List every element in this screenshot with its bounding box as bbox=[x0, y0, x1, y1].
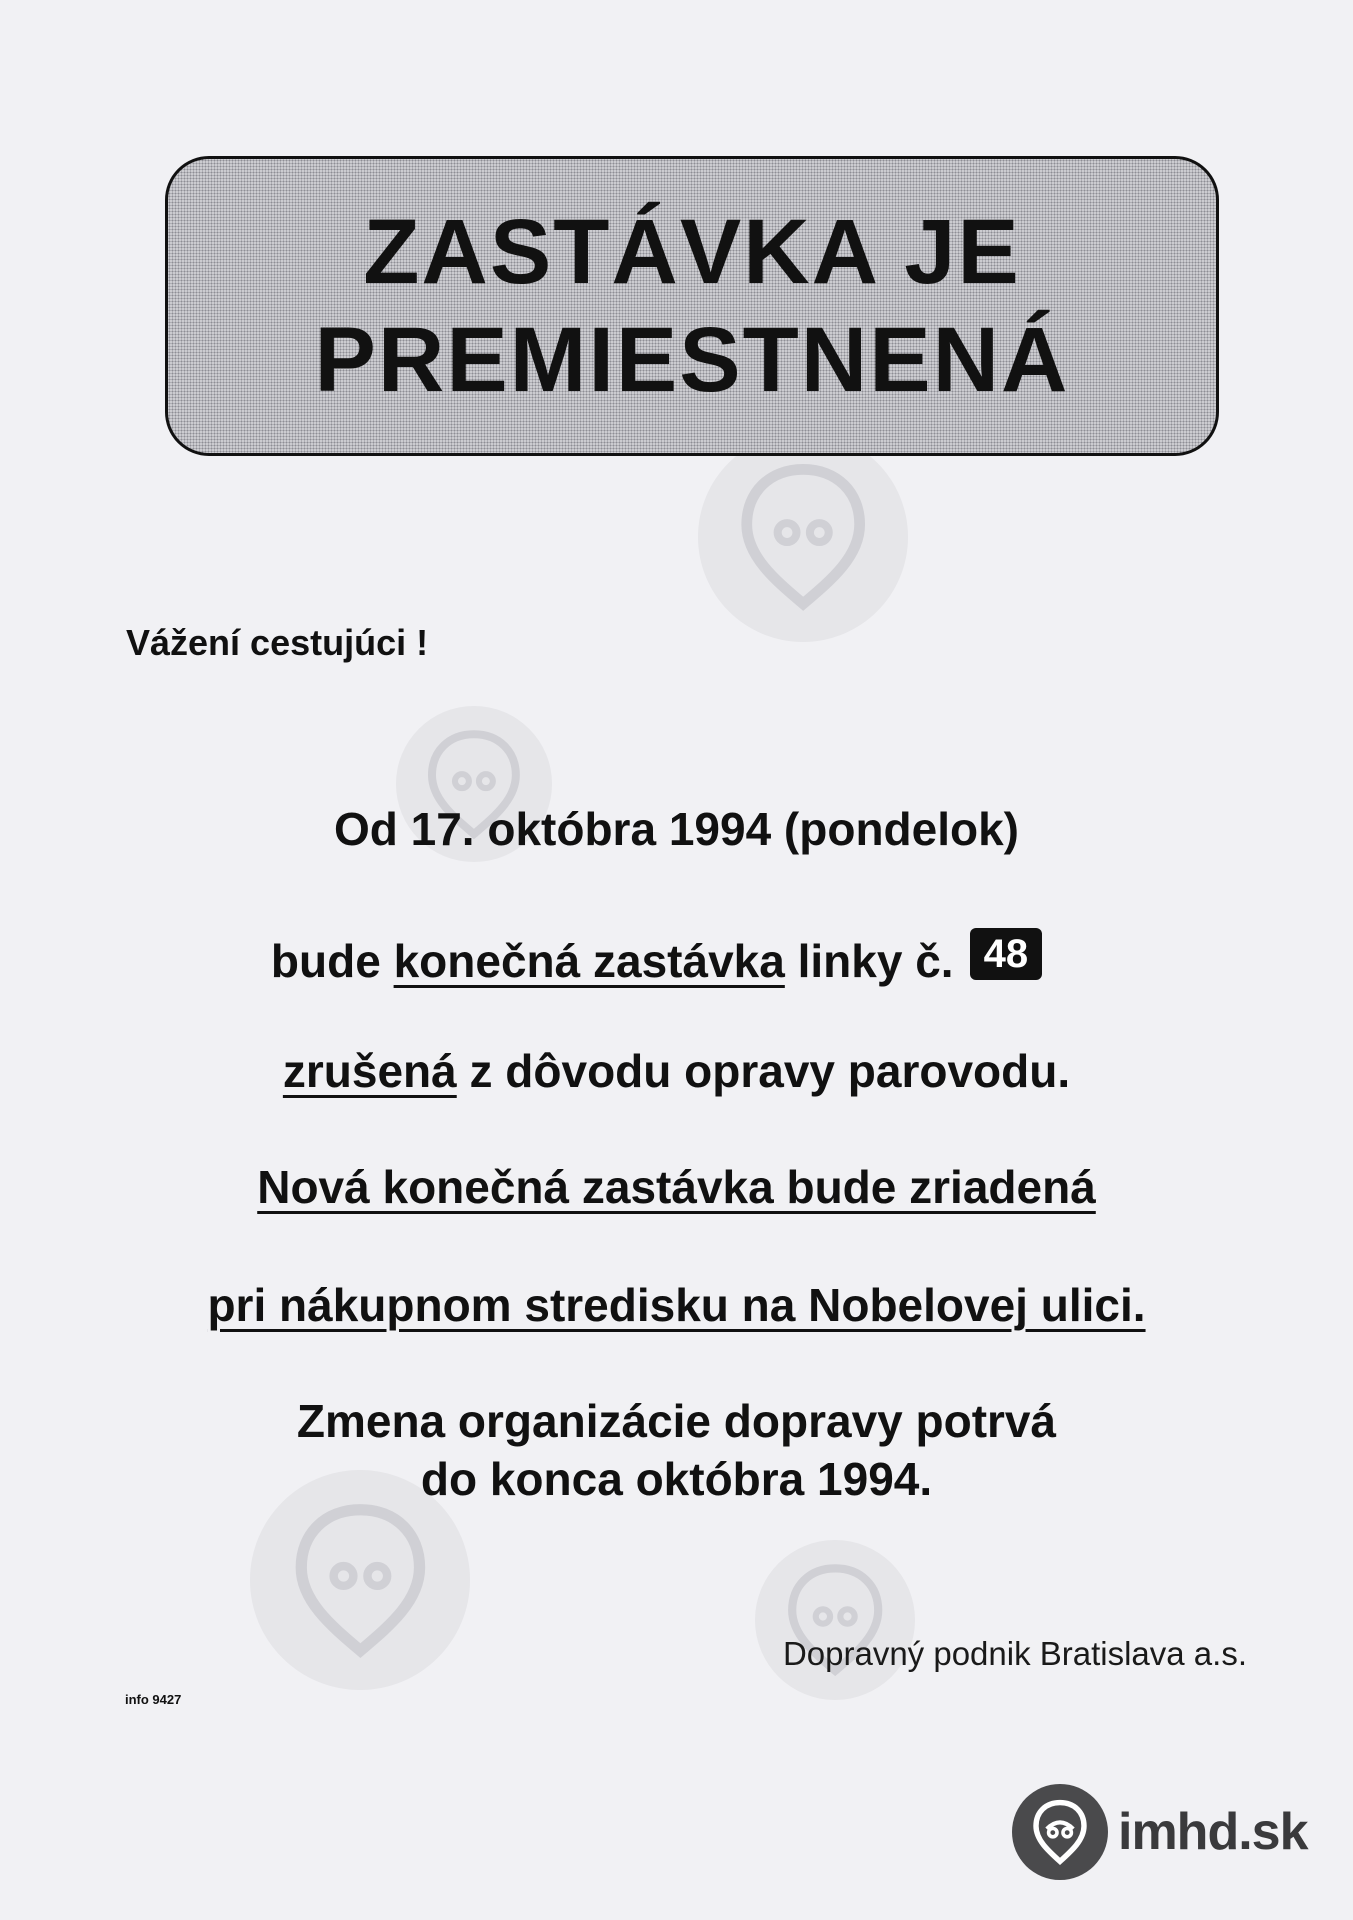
line4-text: Nová konečná zastávka bude zriadená bbox=[257, 1161, 1096, 1213]
line2-underlined: konečná zastávka bbox=[393, 935, 785, 987]
info-code: info 9427 bbox=[125, 1692, 182, 1707]
line-number-sentence bbox=[0, 928, 1333, 988]
heading-line-2: PREMIESTNENÁ bbox=[314, 309, 1070, 411]
line3-suffix: z dôvodu opravy parovodu. bbox=[469, 1045, 1071, 1097]
cancellation-sentence bbox=[0, 1044, 1353, 1098]
new-stop-sentence bbox=[0, 1160, 1353, 1214]
salutation: Vážení cestujúci ! bbox=[126, 622, 429, 663]
imhd-pin-icon bbox=[1012, 1784, 1108, 1880]
heading-box bbox=[165, 156, 1219, 456]
watermark-icon bbox=[698, 432, 908, 642]
heading-line-1: ZASTÁVKA JE bbox=[363, 201, 1021, 303]
logo-text: imhd.sk bbox=[1118, 1803, 1308, 1861]
signature: Dopravný podnik Bratislava a.s. bbox=[782, 1635, 1247, 1672]
line-number-badge: 48 bbox=[970, 928, 1043, 980]
date-line: Od 17. októbra 1994 (pondelok) bbox=[333, 803, 1020, 855]
closing-line-1: Zmena organizácie dopravy potrvá bbox=[296, 1395, 1057, 1447]
line3-underlined: zrušená bbox=[282, 1045, 457, 1097]
line2-prefix: bude bbox=[270, 935, 381, 987]
closing-line-2: do konca októbra 1994. bbox=[420, 1453, 933, 1505]
imhd-logo[interactable] bbox=[1012, 1784, 1308, 1880]
line5-text: pri nákupnom stredisku na Nobelovej ulici. bbox=[207, 1279, 1146, 1331]
watermark-icon bbox=[755, 1540, 915, 1700]
location-sentence bbox=[0, 1278, 1353, 1332]
line2-suffix: linky č. bbox=[797, 935, 954, 987]
